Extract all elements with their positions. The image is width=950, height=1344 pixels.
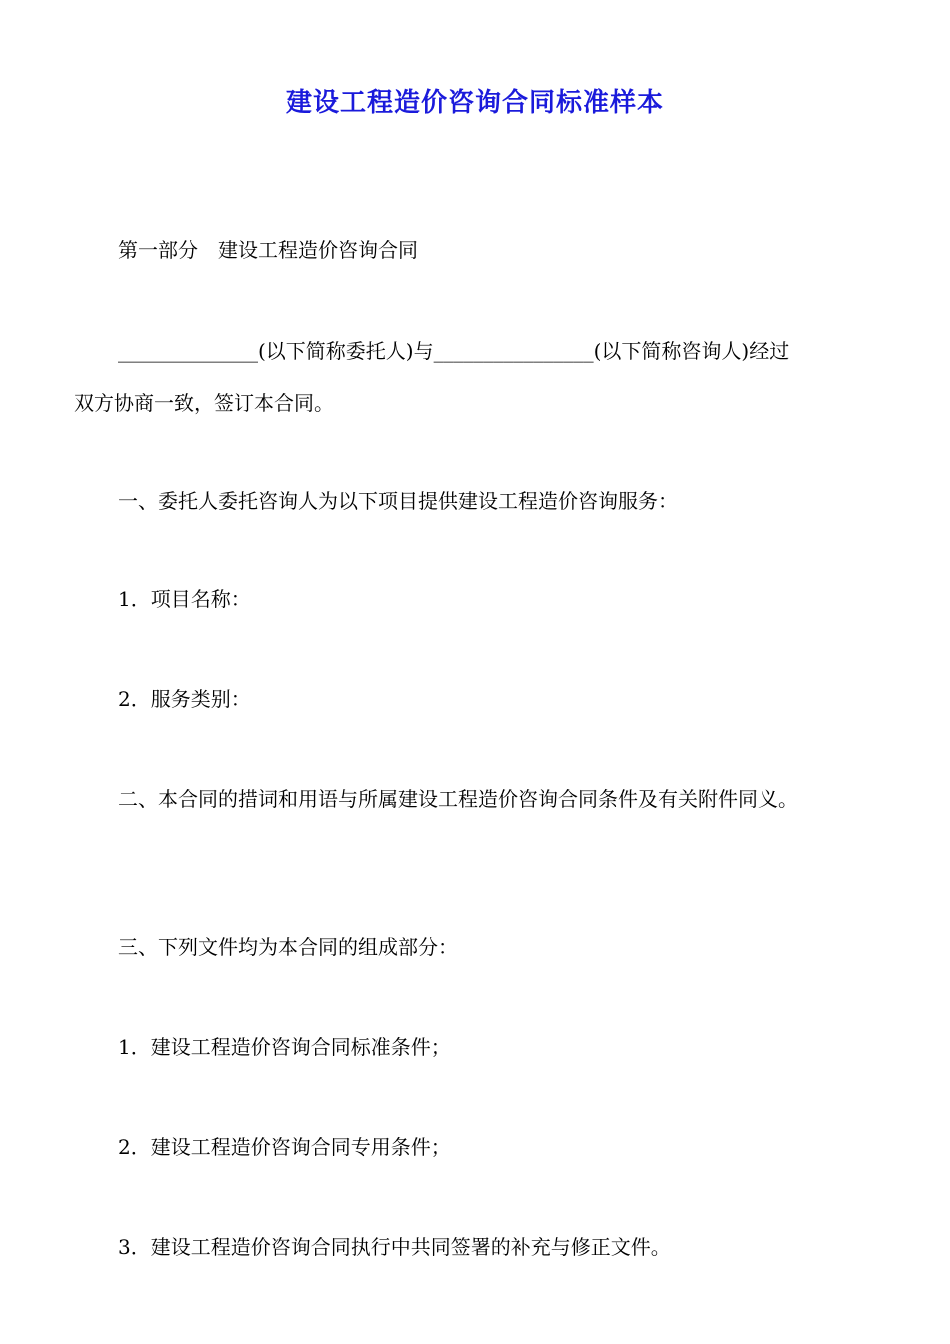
part-heading: 第一部分 建设工程造价咨询合同 bbox=[118, 238, 418, 262]
clause-one: 一、委托人委托咨询人为以下项目提供建设工程造价咨询服务： bbox=[118, 489, 678, 513]
service-type-item: 2．服务类别： bbox=[118, 687, 251, 711]
clause-three: 三、下列文件均为本合同的组成部分： bbox=[118, 935, 458, 959]
intro-line-1: ______________(以下简称委托人)与________________(以下简称咨询人)经过 bbox=[118, 339, 790, 363]
document-item-1: 1．建设工程造价咨询合同标准条件； bbox=[118, 1035, 451, 1059]
document-item-2: 2．建设工程造价咨询合同专用条件； bbox=[118, 1135, 451, 1159]
intro-line-2: 双方协商一致，签订本合同。 bbox=[74, 391, 334, 415]
project-name-item: 1．项目名称： bbox=[118, 587, 251, 611]
document-title: 建设工程造价咨询合同标准样本 bbox=[285, 88, 664, 118]
clause-two: 二、本合同的措词和用语与所属建设工程造价咨询合同条件及有关附件同义。 bbox=[118, 787, 798, 811]
document-item-3: 3．建设工程造价咨询合同执行中共同签署的补充与修正文件。 bbox=[118, 1235, 671, 1259]
